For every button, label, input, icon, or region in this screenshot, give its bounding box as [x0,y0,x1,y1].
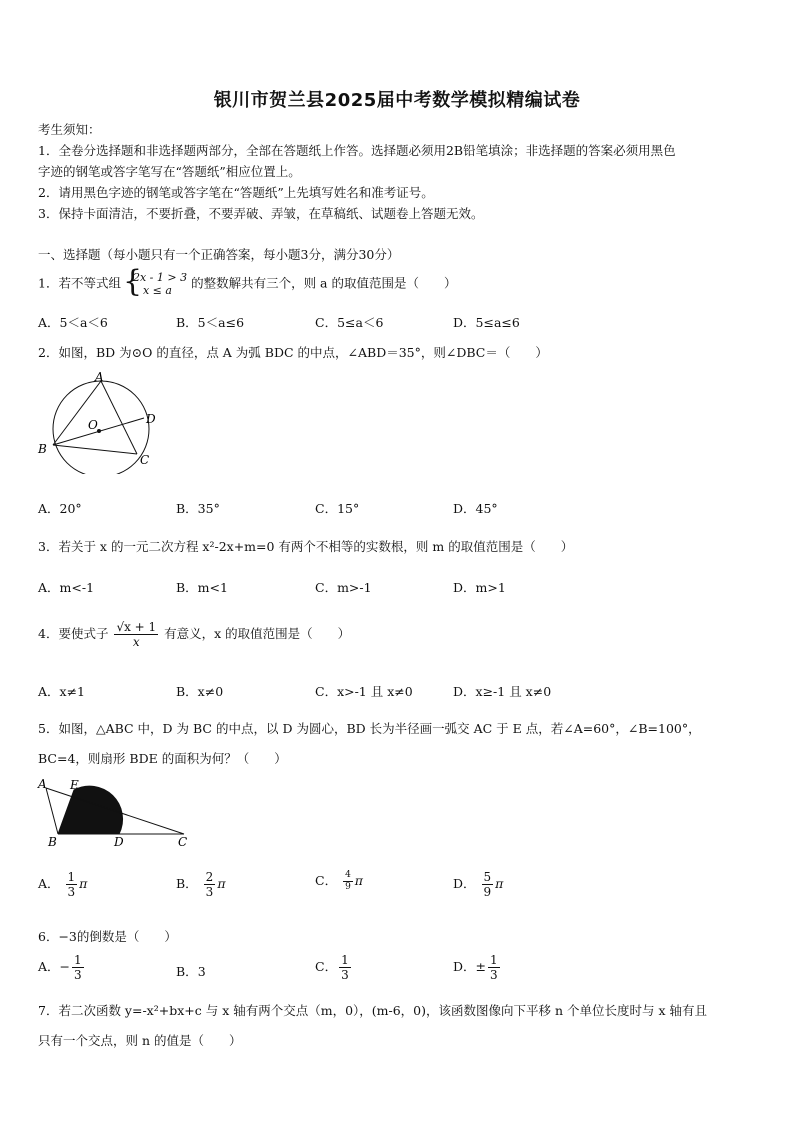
q4-suffix: 有意义，x 的取值范围是（ ） [164,626,351,641]
notice-item-2: 2．请用黑色字迹的钢笔或答字笔在“答题纸”上先填写姓名和准考证号。 [38,185,434,200]
q4-fraction [114,620,158,649]
circle-o [53,381,149,474]
q6-option-c-fraction [339,953,351,982]
q3-option-a[interactable]: A．m<-1 [38,580,95,595]
q4-numerator: √x + 1 [116,620,157,634]
label-c: C [140,453,150,467]
q1-inequality-system [122,264,188,299]
denominator: 9 [345,882,351,892]
q5-option-b[interactable] [176,870,226,899]
q1-ineq-2: x ≤ a [142,284,172,297]
q1-prefix: 1．若不等式组 [38,275,121,291]
q2-option-b[interactable]: B．35° [176,501,220,516]
label-a: A [38,777,47,791]
q5-option-c-fraction [343,870,353,893]
notice-item-1-cont: 字迹的钢笔或答字笔写在“答题纸”相应位置上。 [38,164,301,179]
q1-option-c[interactable]: C．5≤a＜6 [315,315,384,330]
denominator: 3 [74,968,82,982]
denominator: 3 [341,968,349,982]
q5-option-a-fraction [66,870,78,899]
numerator: 4 [345,870,351,880]
q3-option-c[interactable]: C．m>-1 [315,580,372,595]
label-e: E [70,778,79,792]
question-7-line-1: 7．若二次函数 y=-x²+bx+c 与 x 轴有两个交点（m，0），(m-6，0)，该函数图像向下平移 n 个单位长度时与 x 轴有且 [38,1003,708,1018]
q5-triangle-figure [36,776,196,850]
q6-option-d-fraction [488,953,500,982]
q2-circle-figure [36,368,166,474]
q5-option-a-label: A． [38,876,60,891]
q2-option-a[interactable]: A．20° [38,501,82,516]
q5-option-d-fraction [482,870,494,899]
q1-suffix: 的整数解共有三个，则 a 的取值范围是（ ） [191,275,457,291]
q6-option-a[interactable] [38,953,86,982]
question-6: 6．−3的倒数是（ ） [38,929,177,944]
q3-option-b[interactable]: B．m<1 [176,580,228,595]
label-b: B [48,835,57,849]
q5-option-b-fraction [204,870,216,899]
q4-denominator: x [132,635,140,649]
pi-symbol: π [495,876,504,891]
q4-option-b[interactable]: B．x≠0 [176,684,224,699]
q2-option-c[interactable]: C．15° [315,501,360,516]
question-5-line-2: BC=4，则扇形 BDE 的面积为何？（ ） [38,751,287,766]
q5-option-d-label: D． [453,876,476,891]
q4-option-a[interactable]: A．x≠1 [38,684,86,699]
question-7-line-2: 只有一个交点，则 n 的值是（ ） [38,1033,242,1048]
denominator: 3 [490,968,498,982]
q2-option-d[interactable]: D．45° [453,501,498,516]
q5-option-d[interactable] [453,870,503,899]
q4-option-d[interactable]: D．x≥-1 且 x≠0 [453,684,552,699]
label-a: A [95,370,104,384]
q5-option-a[interactable] [38,870,87,899]
pi-symbol: π [354,873,364,888]
denominator: 3 [67,885,76,899]
question-4 [38,620,350,649]
q6-option-b-label: B． [176,964,198,979]
q6-option-a-label: A． [38,959,60,974]
q6-option-a-fraction [72,953,84,982]
question-2: 2．如图，BD 为⊙O 的直径，点 A 为弧 BDC 的中点，∠ABD＝35°，则∠DBC＝（ ） [38,345,548,360]
notice-item-3: 3．保持卡面清洁，不要折叠，不要弄破、弄皱，在草稿纸、试题卷上答题无效。 [38,206,484,221]
label-c: C [178,835,188,849]
q5-option-c[interactable] [315,870,363,893]
label-b: B [38,442,47,456]
q6-option-c-label: C． [315,959,338,974]
question-3: 3．若关于 x 的一元二次方程 x²-2x+m=0 有两个不相等的实数根，则 m 的取值范围是（ ） [38,539,574,554]
pi-symbol: π [79,876,88,891]
denominator: 3 [205,885,214,899]
pi-symbol: π [217,876,226,891]
notice-item-1: 1．全卷分选择题和非选择题两部分，全部在答题纸上作答。选择题必须用2B铅笔填涂；非选择题的答案必须用黑色 [38,143,676,158]
q1-option-b[interactable]: B．5＜a≤6 [176,315,245,330]
q6-option-c[interactable] [315,953,353,982]
chord-bc [53,445,137,454]
q6-option-d-label: D． [453,959,476,974]
label-o: O [88,418,98,432]
exam-title: 银川市贺兰县2025届中考数学模拟精编试卷 [213,90,581,111]
denominator: 9 [483,885,492,899]
numerator: 5 [483,870,492,884]
q6-option-b[interactable] [176,962,206,980]
numerator: 1 [67,870,76,884]
q5-option-c-label: C． [315,873,338,888]
question-1 [38,264,457,299]
q1-ineq-1: 2x - 1 > 3 [132,271,188,284]
q1-option-d[interactable]: D．5≤a≤6 [453,315,520,330]
side-ab [46,788,58,834]
label-d: D [114,835,124,849]
value: 3 [197,964,206,979]
sign: ± [475,959,487,974]
sign: − [59,959,71,974]
q1-option-a[interactable]: A．5＜a＜6 [38,315,108,330]
q6-option-d[interactable] [453,953,502,982]
numerator: 1 [74,953,82,967]
label-d: D [146,412,156,426]
section-heading: 一、选择题（每小题只有一个正确答案，每小题3分，满分30分） [38,247,400,262]
q3-option-d[interactable]: D．m>1 [453,580,506,595]
notice-heading: 考生须知： [38,122,101,137]
question-5-line-1: 5．如图，△ABC 中，D 为 BC 的中点，以 D 为圆心，BD 长为半径画一弧交 AC 于 E 点，若∠A=60°，∠B=100°， [38,721,701,736]
q4-option-c[interactable]: C．x>-1 且 x≠0 [315,684,413,699]
numerator: 2 [205,870,214,884]
numerator: 1 [341,953,349,967]
brace-icon: { [122,264,143,299]
q5-option-b-label: B． [176,876,198,891]
numerator: 1 [490,953,498,967]
chord-ba [53,381,101,445]
q4-prefix: 4．要使式子 [38,626,109,641]
